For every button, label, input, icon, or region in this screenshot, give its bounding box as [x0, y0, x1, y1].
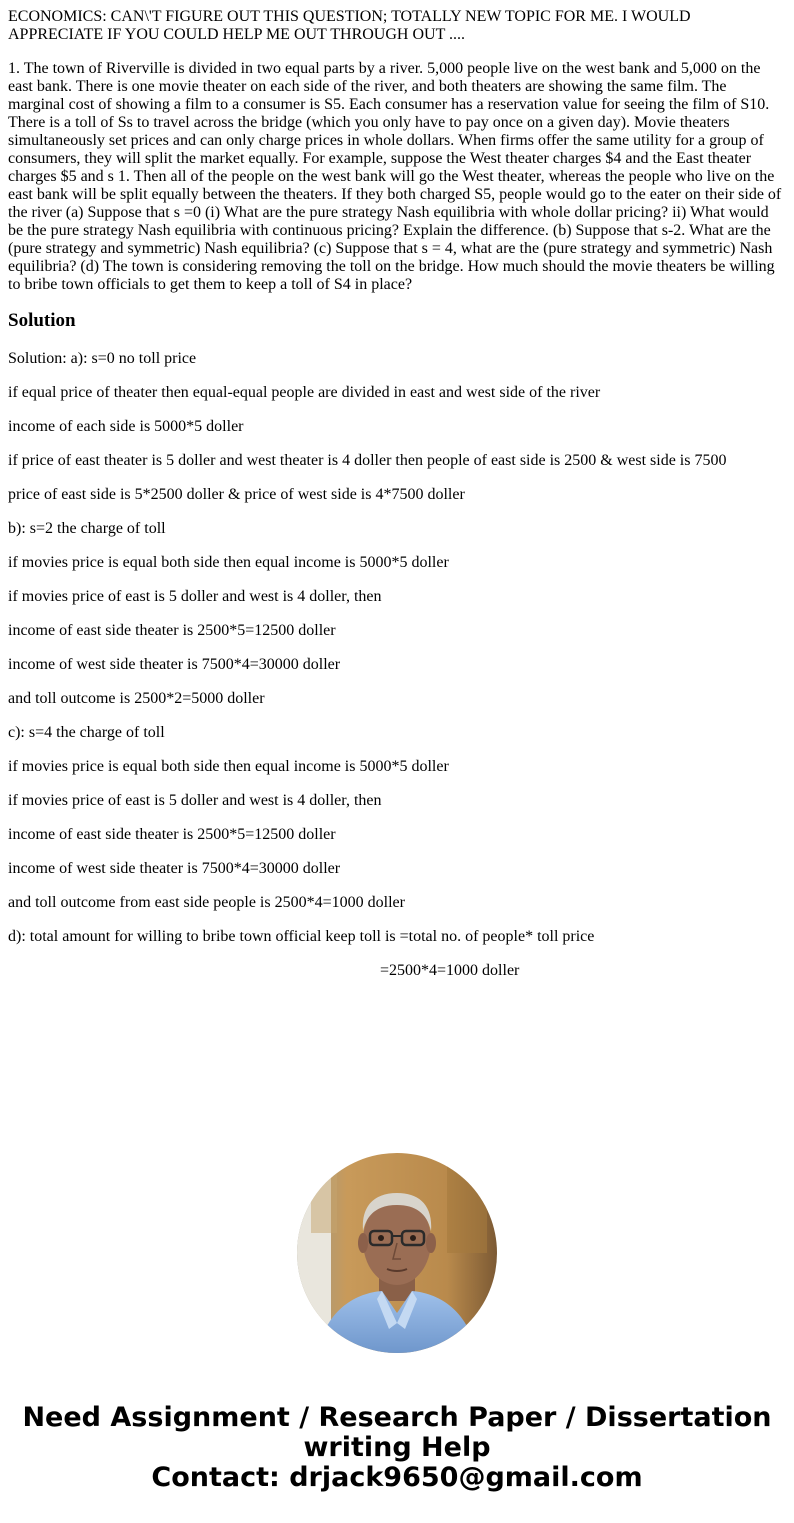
portrait-image [297, 1153, 497, 1353]
page-content [8, 8, 784, 996]
solution-line: price of east side is 5*2500 doller & price of west side is 4*7500 doller [8, 486, 465, 503]
solution-line: if movies price of east is 5 doller and west is 4 doller, then [8, 588, 382, 605]
question-body: 1. The town of Riverville is divided in two equal parts by a river. 5,000 people live on the west bank and 5,000 on the east bank. There is one movie theater on each side of the river, and both theaters are showing the same film. The marginal cost of showing a film to a consumer is S5. Each consumer has a reservation value for seeing the film of S10. There is a toll of Ss to travel across the bridge (which you only have to pay once on a given day). Movie theaters simultaneously set prices and can only charge prices in whole dollars. When firms offer the same utility for a group of consumers, they will split the market equally. For example, suppose the West theater charges $4 and the East theater charges $5 and s 1. Then all of the people on the west bank will go the West theater, whereas the people who live on the east bank will be split equally between the theaters. If they both charged S5, people would go to the eater on their side of the river (a) Suppose that s =0 (i) What are the pure strategy Nash equilibria with whole dollar pricing? ii) What would be the pure strategy Nash equilibria with continuous pricing? Explain the difference. (b) Suppose that s-2. What are the (pure strategy and symmetric) Nash equilibria? (c) Suppose that s = 4, what are the (pure strategy and symmetric) Nash equilibria? (d) The town is considering removing the toll on the bridge. How much should the movie theaters be willing to bribe town officials to get them to keep a toll of S4 in place? [8, 60, 782, 293]
contact-banner [0, 1403, 794, 1493]
solution-line: income of west side theater is 7500*4=30000 doller [8, 860, 341, 877]
solution-line: and toll outcome is 2500*2=5000 doller [8, 690, 265, 707]
solution-line: b): s=2 the charge of toll [8, 520, 166, 537]
solution-line: income of each side is 5000*5 doller [8, 418, 244, 435]
solution-line: if movies price of east is 5 doller and west is 4 doller, then [8, 792, 382, 809]
cta-line-2: writing Help [303, 1432, 491, 1463]
author-photo [297, 1153, 497, 1353]
cta-line-1: Need Assignment / Research Paper / Dissertation [22, 1402, 772, 1433]
solution-line: d): total amount for willing to bribe town official keep toll is =total no. of people* toll price [8, 928, 595, 945]
solution-line: income of east side theater is 2500*5=12500 doller [8, 826, 336, 843]
solution-line: and toll outcome from east side people is 2500*4=1000 doller [8, 894, 405, 911]
question-title: ECONOMICS: CAN\'T FIGURE OUT THIS QUESTION; TOTALLY NEW TOPIC FOR ME. I WOULD APPRECIATE IF YOU COULD HELP ME OUT THROUGH OUT .... [8, 8, 691, 43]
solution-line: income of west side theater is 7500*4=30000 doller [8, 656, 341, 673]
solution-line: if price of east theater is 5 doller and west theater is 4 doller then people of east side is 2500 & west side is 7500 [8, 452, 727, 469]
solution-line: Solution: a): s=0 no toll price [8, 350, 197, 367]
solution-line: =2500*4=1000 doller [380, 962, 520, 979]
solution-heading: Solution [8, 310, 76, 331]
solution-line: c): s=4 the charge of toll [8, 724, 165, 741]
solution-line: if movies price is equal both side then equal income is 5000*5 doller [8, 758, 449, 775]
solution-line: income of east side theater is 2500*5=12500 doller [8, 622, 336, 639]
solution-line: if movies price is equal both side then equal income is 5000*5 doller [8, 554, 449, 571]
cta-contact-email: Contact: drjack9650@gmail.com [151, 1462, 643, 1493]
solution-line: if equal price of theater then equal-equal people are divided in east and west side of the river [8, 384, 601, 401]
